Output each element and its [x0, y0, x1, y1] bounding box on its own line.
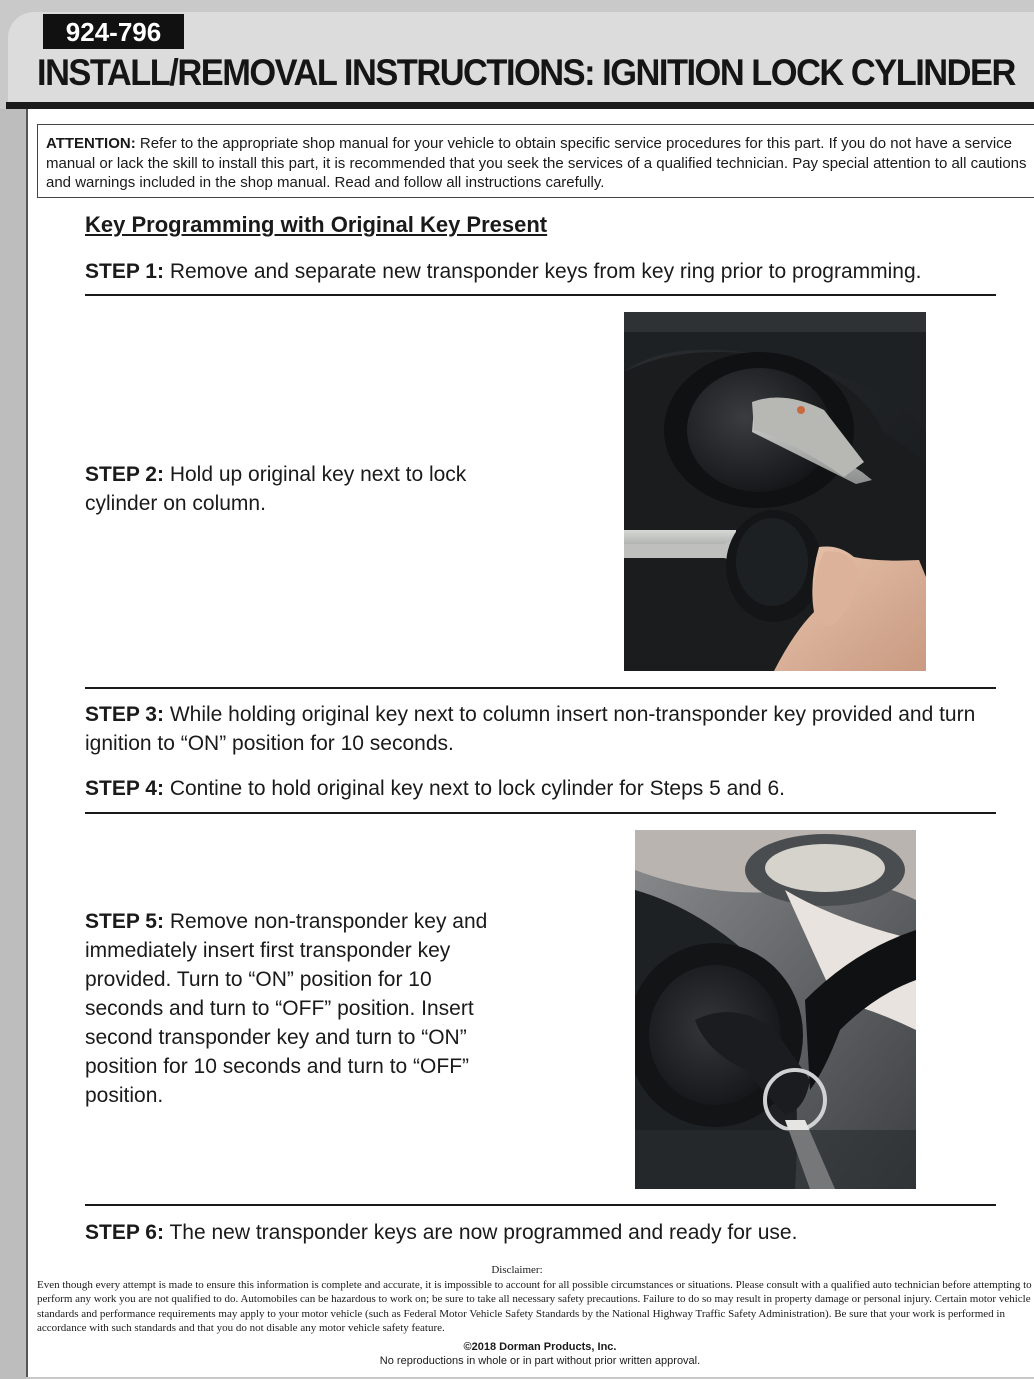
step-5-label: STEP 5:: [85, 910, 164, 933]
step-1: [85, 257, 1015, 286]
step-1-label: STEP 1:: [85, 260, 164, 283]
part-number-badge: 924-796: [43, 14, 184, 49]
step-3-text: While holding original key next to column insert non-transponder key provided and turn ignition to “ON” position for 10 seconds.: [85, 703, 976, 755]
copyright: ©2018 Dorman Products, Inc.: [463, 1341, 617, 1353]
divider-1: [85, 294, 996, 296]
photo-transponder-key-illustration: [635, 830, 916, 1189]
attention-notice: [37, 124, 1034, 198]
photo-transponder-key-inserted: [635, 830, 916, 1189]
step-2-text: Hold up original key next to lock cylinder on column.: [85, 463, 467, 515]
disclaimer-heading: Disclaimer:: [491, 1264, 543, 1276]
section-title: Key Programming with Original Key Present: [85, 212, 548, 237]
step-3-label: STEP 3:: [85, 703, 164, 726]
photo-original-key-illustration: [624, 312, 926, 671]
step-2: [85, 460, 525, 518]
attention-text: Refer to the appropriate shop manual for your vehicle to obtain specific service procedures for this part. If you do not have a service manual or lack the skill to install this part, it is recommended that you seek the services of a qualified technician. Pay special attention to all cautions and warnings included in the shop manual. Read and follow all instructions carefully.: [46, 135, 1027, 191]
document-title: INSTALL/REMOVAL INSTRUCTIONS: IGNITION LOCK CYLINDER: [37, 52, 1015, 93]
left-margin-strip: [0, 109, 26, 1379]
header-rule: [6, 102, 1034, 109]
divider-4: [85, 1204, 996, 1206]
step-6-text: The new transponder keys are now programmed and ready for use.: [163, 1221, 798, 1244]
step-4-text: Contine to hold original key next to lock cylinder for Steps 5 and 6.: [163, 777, 786, 800]
attention-label: ATTENTION:: [46, 135, 136, 152]
step-5: [85, 907, 515, 1110]
disclaimer-text: Even though every attempt is made to ensure this information is complete and accurate, it is impossible to account for all possible circumstances or situations. Please consult with a qualified auto technician before attempting to perform any work you are not qualified to do. Automobiles can be hazardous to work on; be sure to take all necessary safety precautions. Failure to do so may result in property damage or personal injury. Certain motor vehicle standards and performance requirements may apply to your motor vehicle (such as Federal Motor Vehicle Safety Standards by the National Highway Traffic Safety Administration). Be sure that your work is performed in accordance with such standards and that you do not disable any motor vehicle safety feature.: [37, 1279, 1032, 1334]
step-3: [85, 700, 995, 758]
divider-2: [85, 687, 996, 689]
step-4: [85, 774, 995, 803]
no-reproduction-notice: No reproductions in whole or in part without prior written approval.: [379, 1355, 701, 1367]
step-2-label: STEP 2:: [85, 463, 164, 486]
step-4-label: STEP 4:: [85, 777, 164, 800]
step-1-text: Remove and separate new transponder keys from key ring prior to programming.: [163, 260, 922, 283]
step-6: [85, 1218, 995, 1247]
step-6-label: STEP 6:: [85, 1221, 164, 1244]
divider-3: [85, 812, 996, 814]
step-5-text: Remove non-transponder key and immediately insert first transponder key provided. Turn to “ON” position for 10 seconds and turn to “OFF” position. Insert second transponder key and turn to “ON” position for 10 seconds and turn to “OFF” position.: [85, 910, 488, 1107]
photo-original-key-next-to-cylinder: [624, 312, 926, 671]
